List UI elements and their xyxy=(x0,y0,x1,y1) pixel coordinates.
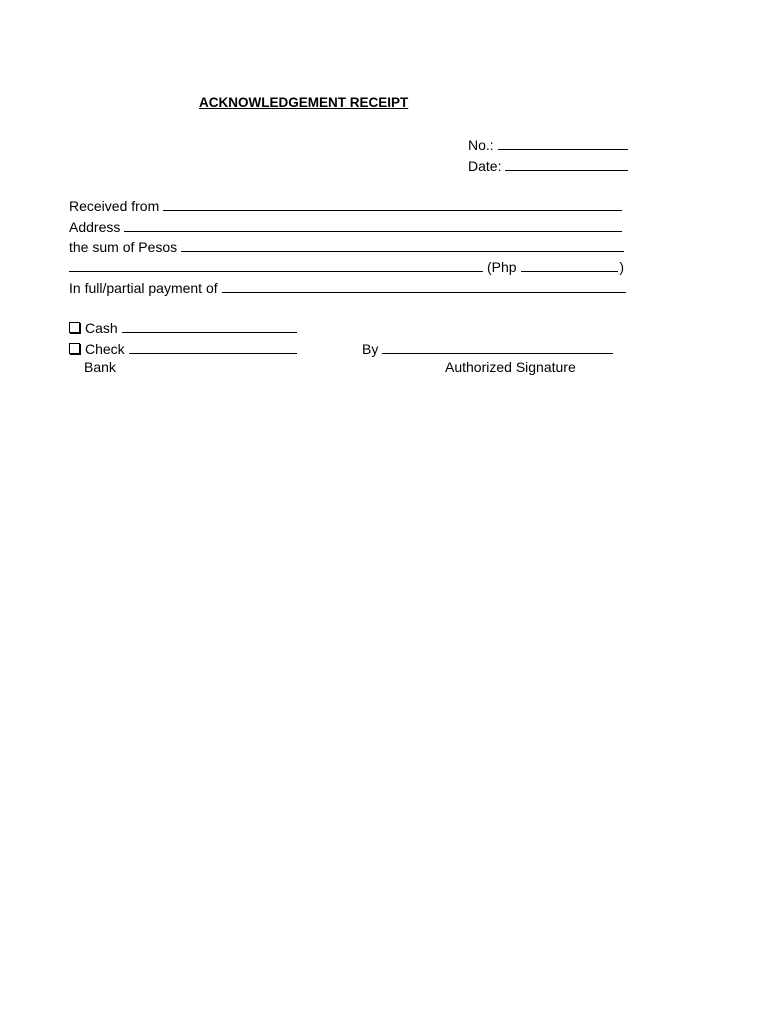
php-amount-close: ) xyxy=(619,259,624,275)
signature-row xyxy=(362,339,613,357)
receipt-title: ACKNOWLEDGEMENT RECEIPT xyxy=(199,95,409,110)
signature-field[interactable] xyxy=(382,340,613,354)
sum-pesos-continuation-field[interactable] xyxy=(69,258,483,272)
received-from-row xyxy=(69,196,622,214)
payment-label: In full/partial payment of xyxy=(69,280,218,296)
receipt-number-label: No.: xyxy=(468,137,494,153)
sum-pesos-row xyxy=(69,237,624,255)
check-label: Check xyxy=(85,341,125,357)
address-label: Address xyxy=(69,219,121,235)
sum-pesos-field[interactable] xyxy=(181,238,624,252)
receipt-number-field[interactable] xyxy=(498,136,628,150)
receipt-date-row xyxy=(468,156,628,174)
php-amount-field[interactable] xyxy=(521,258,619,272)
receipt-number-row xyxy=(468,135,628,153)
sum-pesos-label: the sum of Pesos xyxy=(69,239,178,255)
by-label: By xyxy=(362,341,379,357)
authorized-signature-label: Authorized Signature xyxy=(445,359,576,375)
check-row xyxy=(69,339,297,357)
address-field[interactable] xyxy=(124,218,622,232)
cash-row xyxy=(69,318,297,336)
received-from-field[interactable] xyxy=(163,197,622,211)
check-checkbox-icon[interactable] xyxy=(69,343,80,354)
check-field[interactable] xyxy=(129,340,297,354)
bank-label: Bank xyxy=(84,359,116,375)
payment-row xyxy=(69,278,626,296)
php-amount-row xyxy=(487,257,624,275)
php-amount-label: (Php xyxy=(487,259,517,275)
cash-checkbox-icon[interactable] xyxy=(69,322,80,333)
received-from-label: Received from xyxy=(69,198,160,214)
payment-field[interactable] xyxy=(222,279,626,293)
sum-pesos-continuation-row xyxy=(69,257,483,275)
receipt-date-field[interactable] xyxy=(505,157,628,171)
address-row xyxy=(69,217,622,235)
cash-field[interactable] xyxy=(122,319,297,333)
cash-label: Cash xyxy=(85,320,118,336)
receipt-date-label: Date: xyxy=(468,158,502,174)
